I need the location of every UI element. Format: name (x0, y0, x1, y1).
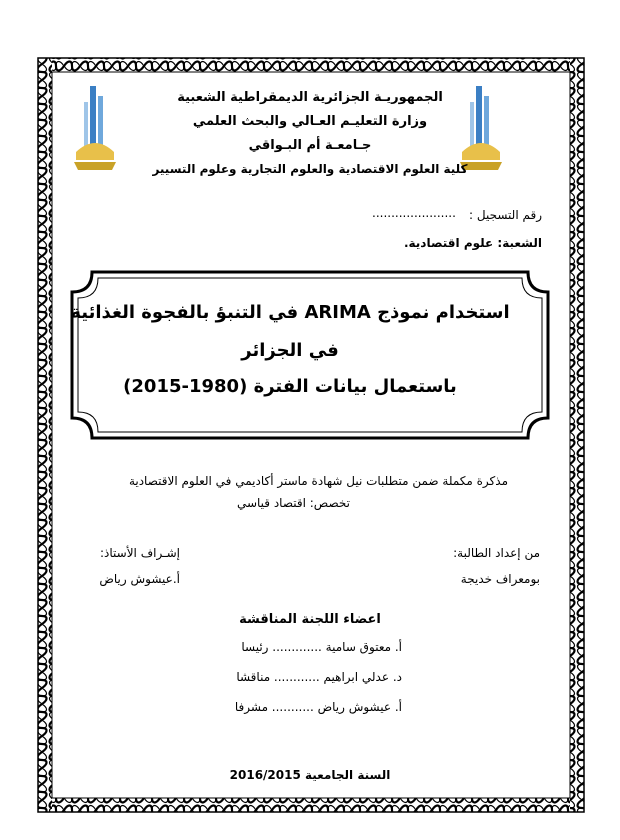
committee-member: أ. عيشوش رياض ........... مشرفا (234, 700, 402, 714)
committee-member: أ. معتوق سامية ............. رئيسا (241, 640, 402, 654)
title-line-3: باستعمال بيانات الفترة (1980-2015) (123, 376, 457, 397)
supervisor-name: أ.عيشوش رياض (99, 572, 180, 586)
thesis-specialty: تخصص: اقتصاد قياسي (236, 496, 350, 510)
faculty-name: كلية العلوم الاقتصادية والعلوم التجارية وعلوم التسيير (152, 162, 468, 176)
university-name: جـامعـة أم البـواقي (248, 138, 372, 153)
committee-member: د. عدلي ابراهيم ............ مناقشا (236, 670, 402, 684)
registration-label: رقم التسجيل : (469, 208, 542, 222)
supervisor-label: إشـراف الأستاذ: (99, 546, 180, 560)
thesis-description: مذكرة مكملة ضمن متطلبات نيل شهادة ماستر أكاديمي في العلوم الاقتصادية (128, 474, 508, 488)
student-label: من إعداد الطالبة: (453, 546, 540, 560)
ministry-name: وزارة التعليـم العـالي والبحث العلمي (192, 114, 428, 129)
republic-name: الجمهوريـة الجزائرية الديمقراطية الشعبية (177, 90, 443, 105)
title-line-2: في الجزائر (241, 340, 339, 361)
title-line-1: استخدام نموذج ARIMA في التنبؤ بالفجوة الغذائية (70, 302, 510, 323)
registration-dots: ...................... (372, 206, 456, 220)
academic-year: السنة الجامعية 2016/2015 (229, 768, 391, 782)
branch-label: الشعبة: علوم اقتصادية. (403, 236, 542, 250)
border-bottom (38, 798, 584, 812)
committee-title: اعضاء اللجنة المناقشة (239, 612, 381, 627)
student-name: بومعراف خديجة (460, 572, 540, 586)
thesis-title (70, 272, 510, 432)
border-top (38, 58, 584, 72)
